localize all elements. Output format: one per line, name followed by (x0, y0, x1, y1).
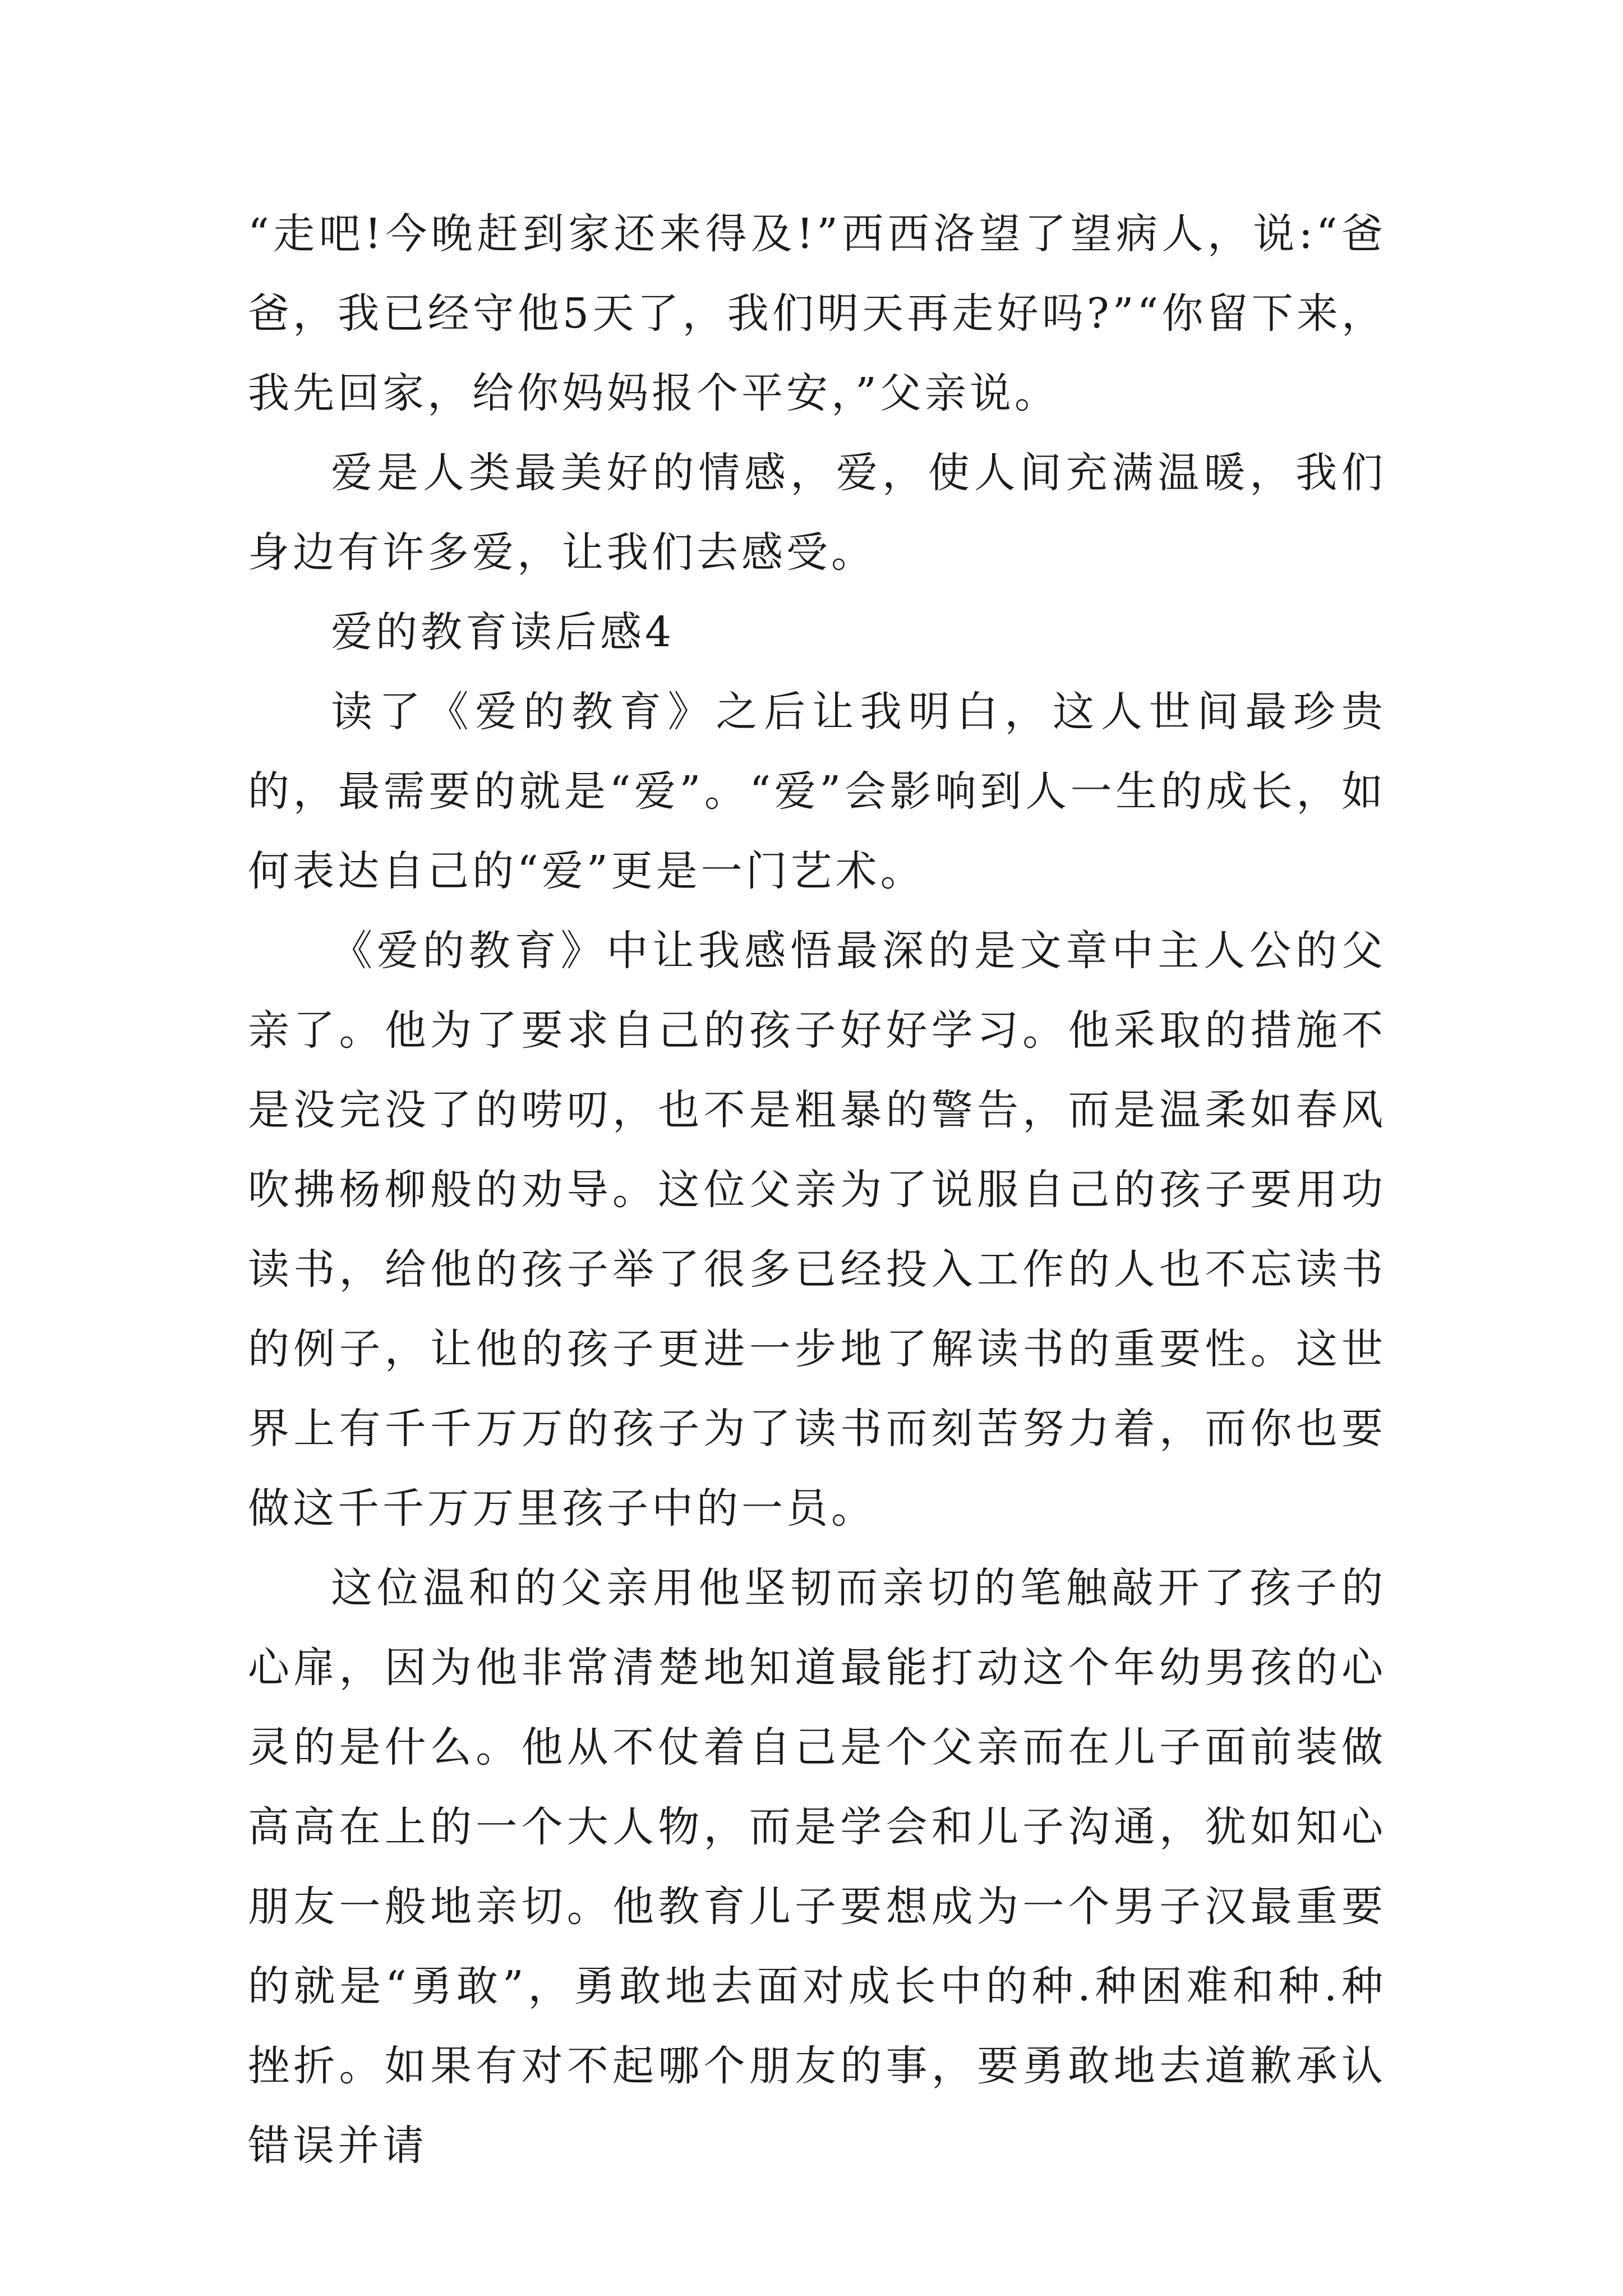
paragraph-1: “走吧!今晚赶到家还来得及!”西西洛望了望病人，说:“爸爸，我已经守他5天了，我们明天再走好吗?”“你留下来，我先回家，给你妈妈报个平安，”父亲说。 (248, 210, 1386, 417)
section-heading: 爱的教育读后感4 (331, 608, 675, 656)
paragraph-3: 读了《爱的教育》之后让我明白，这人世间最珍贵的，最需要的就是“爱”。“爱”会影响到人一生的成长，如何表达自己的“爱”更是一门艺术。 (248, 688, 1386, 895)
paragraph-5: 这位温和的父亲用他坚韧而亲切的笔触敲开了孩子的心扉，因为他非常清楚地知道最能打动这个年幼男孩的心灵的是什么。他从不仗着自己是个父亲而在儿子面前装做高高在上的一个大人物，而是学会和儿子沟通，犹如知心朋友一般地亲切。他教育儿子要想成为一个男子汉最重要的就是“勇敢”，勇敢地去面对成长中的种.种困难和种.种挫折。如果有对不起哪个朋友的事，要勇敢地去道歉承认错误并请 (248, 1564, 1386, 2170)
document-body (248, 194, 1386, 2185)
paragraph-2: 爱是人类最美好的情感，爱，使人间充满温暖，我们身边有许多爱，让我们去感受。 (248, 449, 1386, 577)
paragraph-4: 《爱的教育》中让我感悟最深的是文章中主人公的父亲了。他为了要求自己的孩子好好学习。他采取的措施不是没完没了的唠叨，也不是粗暴的警告，而是温柔如春风吹拂杨柳般的劝导。这位父亲为了说服自己的孩子要用功读书，给他的孩子举了很多已经投入工作的人也不忘读书的例子，让他的孩子更进一步地了解读书的重要性。这世界上有千千万万的孩子为了读书而刻苦努力着，而你也要做这千千万万里孩子中的一员。 (248, 927, 1386, 1533)
